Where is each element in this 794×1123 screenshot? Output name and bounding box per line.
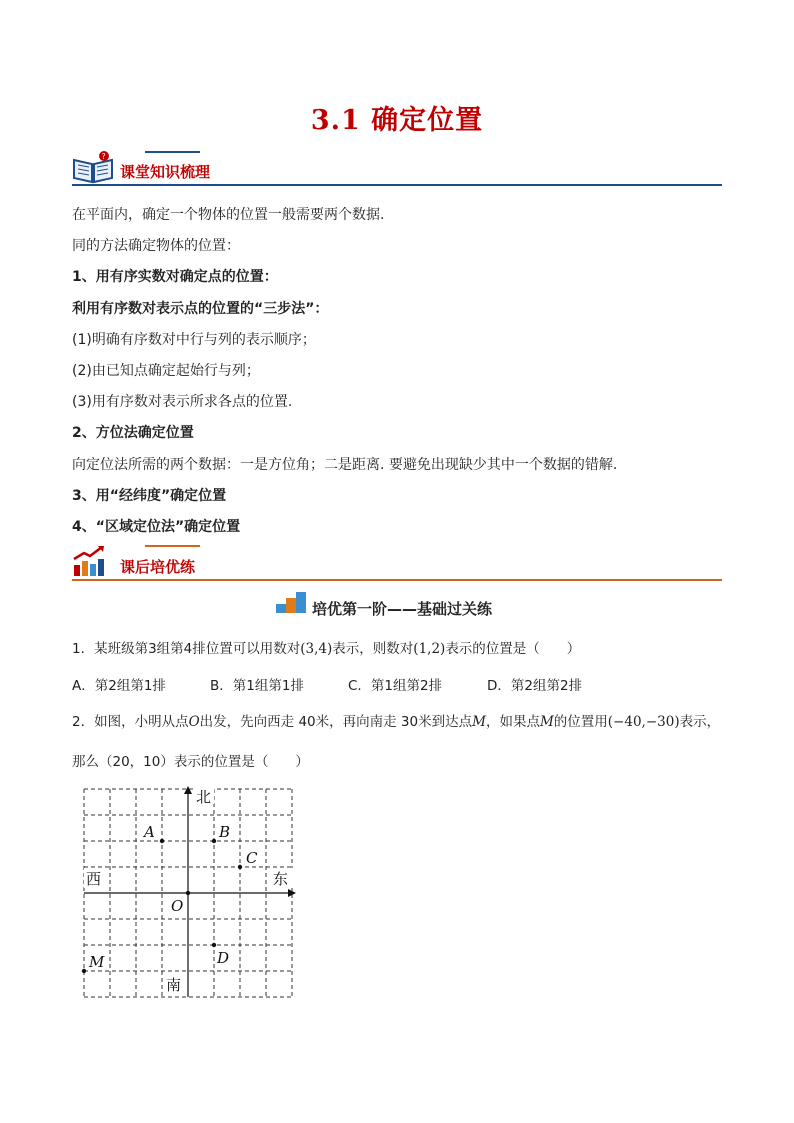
section-heading-practice: 课后培优练 [120, 558, 196, 576]
q1-option-b[interactable]: B．第1组第1排 [210, 678, 304, 694]
question-2-line-2: 那么（20，10）表示的位置是（ ） [72, 754, 309, 770]
q1-pair-1: (3,4) [300, 641, 333, 657]
point-b [212, 839, 216, 843]
section-rule-orange [72, 579, 722, 581]
q1-mid: 表示，则数对 [332, 641, 414, 657]
q1-end: 表示的位置是（ ） [445, 641, 581, 657]
point-label-c: C [246, 849, 258, 867]
q2-var-o: O [188, 714, 200, 730]
q2-text-c: ，如果点 [485, 714, 540, 730]
point-label-a: A [144, 823, 155, 841]
grid-svg [70, 780, 310, 1010]
east-label: 东 [273, 870, 289, 888]
point-label-m: M [89, 953, 105, 971]
q2-text-d: 的位置用 [553, 714, 608, 730]
growth-chart-icon [72, 545, 108, 577]
stage-title: 培优第一阶——基础过关练 [312, 600, 493, 618]
blue-short-rule [145, 151, 200, 153]
north-label: 北 [196, 788, 212, 806]
point-label-b: B [219, 823, 231, 841]
q1-option-a[interactable]: A．第2组第1排 [72, 678, 166, 694]
point-d [212, 943, 216, 947]
south-label: 南 [166, 976, 182, 994]
knowledge-heading: 4、“区域定位法”确定位置 [72, 519, 241, 535]
book-icon [72, 150, 114, 184]
knowledge-heading: 利用有序数对表示点的位置的“三步法”： [72, 301, 329, 317]
west-label: 西 [86, 870, 102, 888]
point-label-d: D [217, 949, 230, 967]
knowledge-heading: 3、用“经纬度”确定位置 [72, 488, 227, 504]
q1-option-c[interactable]: C．第1组第2排 [348, 678, 443, 694]
q2-var-m-2: M [539, 714, 554, 730]
knowledge-line: 向定位法所需的两个数据：一是方位角；二是距离. 要避免出现缺少其中一个数据的错解. [72, 457, 618, 473]
knowledge-line: 在平面内，确定一个物体的位置一般需要两个数据. [72, 207, 385, 223]
orange-short-rule [145, 545, 200, 547]
q2-pair: (−40,−30) [607, 714, 680, 730]
q2-text-b: 出发，先向西走 40米，再向南走 30米到达点 [199, 714, 473, 730]
question-1 [72, 637, 580, 657]
knowledge-heading: 1、用有序实数对确定点的位置： [72, 269, 278, 285]
grid-figure [70, 780, 310, 1010]
stairs-icon [276, 590, 306, 614]
knowledge-line: (1)明确有序数对中行与列的表示顺序； [72, 332, 316, 348]
q2-text-a: 2．如图，小明从点 [72, 714, 189, 730]
svg-text:?: ? [101, 152, 106, 161]
north-arrow [184, 786, 192, 794]
point-a [160, 839, 164, 843]
q2-text-e: 表示， [679, 714, 721, 730]
q1-option-d[interactable]: D．第2组第2排 [487, 678, 583, 694]
knowledge-line: (2)由已知点确定起始行与列； [72, 363, 260, 379]
knowledge-line: 同的方法确定物体的位置： [72, 238, 240, 254]
section-rule-blue [72, 184, 722, 186]
question-2 [72, 710, 720, 730]
point-o [186, 891, 190, 895]
grid-points [82, 823, 258, 973]
section-heading-knowledge: 课堂知识梳理 [120, 163, 211, 181]
knowledge-line: (3)用有序数对表示所求各点的位置. [72, 394, 293, 410]
point-c [238, 865, 242, 869]
page-title: 3.1 确定位置 [310, 105, 484, 136]
q1-text: 1．某班级第3组第4排位置可以用数对 [72, 641, 301, 657]
q2-var-m: M [472, 714, 486, 730]
q1-pair-2: (1,2) [413, 641, 446, 657]
knowledge-heading: 2、方位法确定位置 [72, 425, 194, 441]
point-label-o: O [171, 897, 184, 915]
point-m [82, 969, 86, 973]
